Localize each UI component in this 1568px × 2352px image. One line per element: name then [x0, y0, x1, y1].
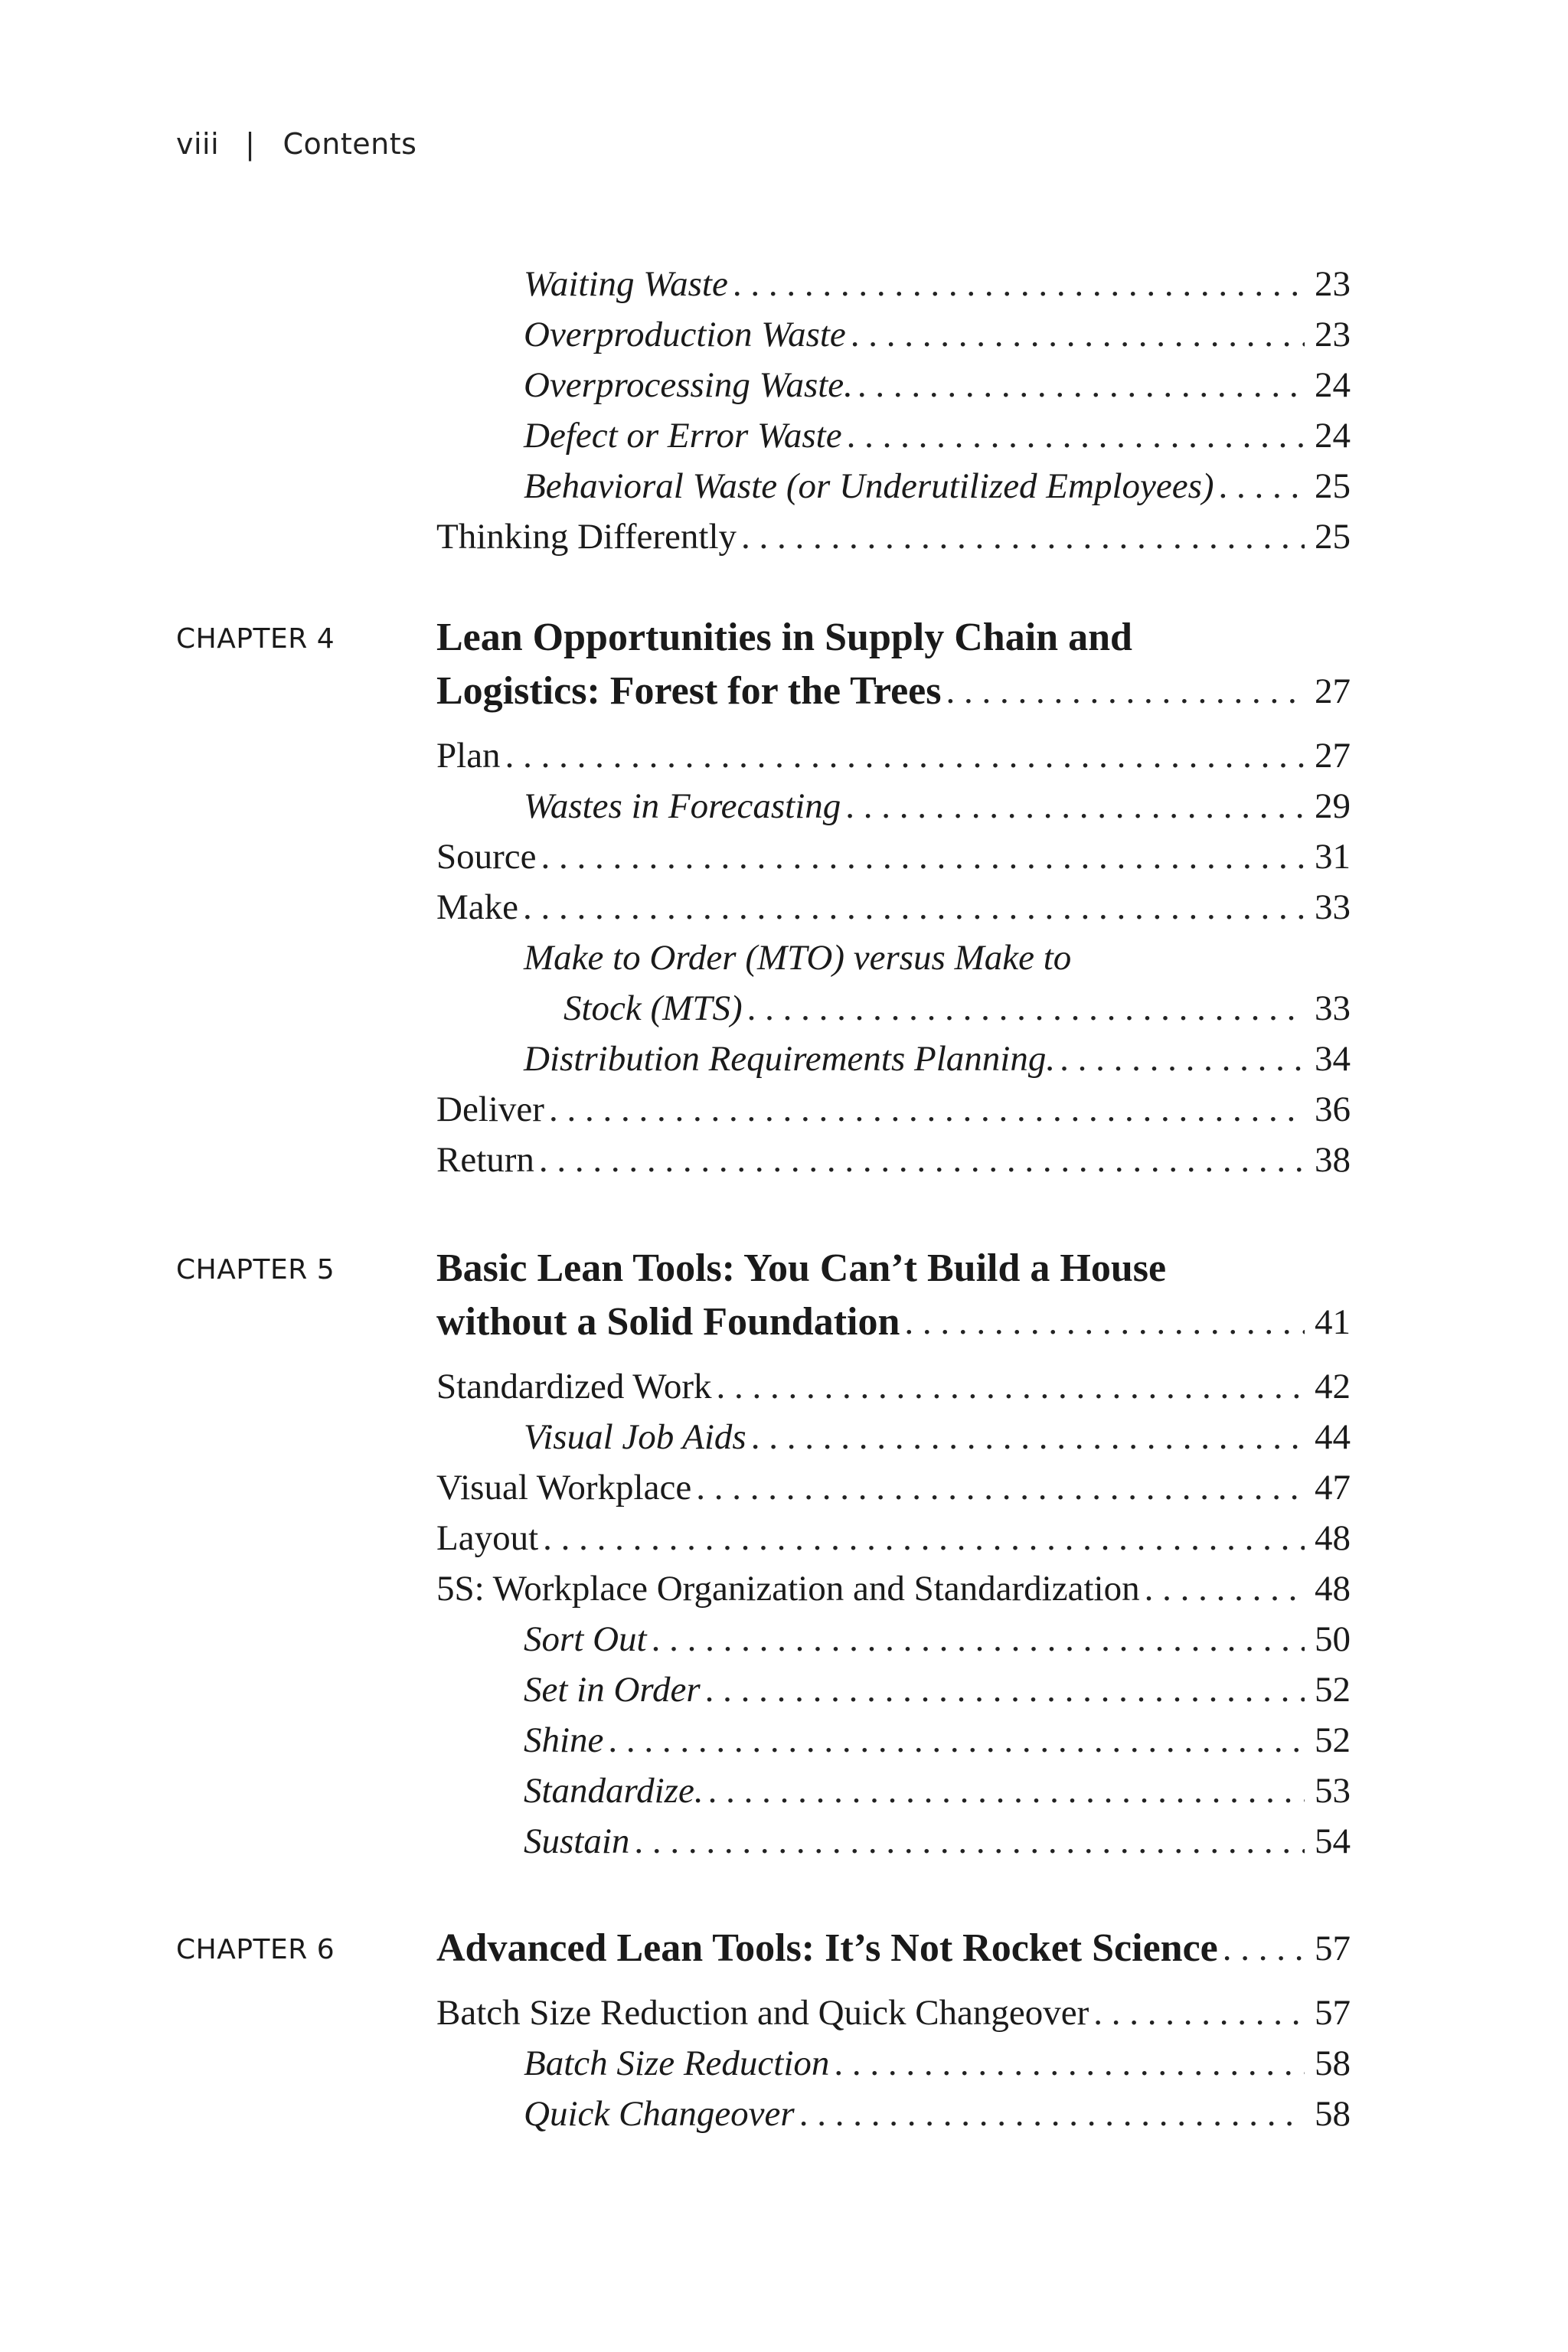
toc-entry[interactable]	[436, 730, 1351, 781]
toc-entry-page: 52	[1315, 1720, 1351, 1760]
chapter-title-line: Advanced Lean Tools: It’s Not Rocket Science	[436, 1926, 1218, 1970]
toc-entry-title: 5S: Workplace Organization and Standardization	[436, 1569, 1140, 1609]
toc-entry[interactable]	[436, 1563, 1351, 1614]
dot-leader	[845, 781, 1305, 831]
toc-entry[interactable]	[524, 309, 1351, 360]
toc-entry-page: 48	[1315, 1518, 1351, 1558]
chapter-title[interactable]: Lean Opportunities in Supply Chain and	[436, 616, 1132, 659]
toc-entry-title: Thinking Differently	[436, 517, 737, 557]
toc-entry-title: Visual Job Aids	[524, 1417, 746, 1457]
toc-entry-title: Standardized Work	[436, 1367, 712, 1406]
chapter-page: 41	[1315, 1302, 1351, 1342]
toc-entry[interactable]	[524, 360, 1351, 410]
toc-entry-title: Source	[436, 837, 537, 877]
toc-entry-title: Shine	[524, 1720, 604, 1760]
dot-leader	[741, 511, 1305, 562]
page-number: viii	[176, 127, 220, 161]
toc-entry[interactable]	[564, 983, 1351, 1034]
toc-entry-title: Return	[436, 1140, 534, 1180]
dot-leader	[851, 309, 1305, 360]
toc-entry-page: 33	[1315, 988, 1351, 1028]
toc-entry-title: Wastes in Forecasting	[524, 786, 841, 826]
toc-entry-title: Make to Order (MTO) versus Make to	[524, 938, 1072, 978]
toc-entry-title: Set in Order	[524, 1670, 701, 1710]
toc-entry-page: 25	[1315, 517, 1351, 557]
toc-entry[interactable]	[524, 2038, 1351, 2089]
chapter-page: 57	[1315, 1929, 1351, 1968]
chapter-title-entry[interactable]	[436, 1923, 1351, 1974]
section-title: Contents	[283, 127, 417, 161]
dot-leader	[541, 831, 1305, 882]
dot-leader	[523, 882, 1305, 933]
dot-leader	[539, 1135, 1305, 1185]
toc-entry[interactable]	[524, 1614, 1351, 1664]
dot-leader	[847, 410, 1305, 461]
chapter-label: CHAPTER 4	[176, 623, 335, 655]
dot-leader	[634, 1816, 1305, 1867]
toc-entry[interactable]	[436, 1513, 1351, 1563]
toc-entry-page: 24	[1315, 365, 1351, 405]
toc-entry-page: 34	[1315, 1039, 1351, 1079]
toc-entry-page: 29	[1315, 786, 1351, 826]
toc-entry-page: 38	[1315, 1140, 1351, 1180]
dot-leader	[708, 1766, 1305, 1816]
toc-entry-title: Defect or Error Waste	[524, 416, 842, 456]
toc-entry-title: Stock (MTS)	[564, 988, 743, 1028]
toc-entry-title: Behavioral Waste (or Underutilized Employees)	[524, 466, 1214, 506]
toc-entry[interactable]	[524, 2089, 1351, 2139]
dot-leader	[747, 983, 1305, 1034]
toc-entry-title: Batch Size Reduction and Quick Changeover	[436, 1993, 1089, 2033]
toc-entry[interactable]	[436, 1462, 1351, 1513]
toc-entry[interactable]	[524, 1766, 1351, 1816]
chapter-title-line: Logistics: Forest for the Trees	[436, 669, 942, 713]
toc-entry-title: Visual Workplace	[436, 1468, 692, 1508]
toc-entry[interactable]	[524, 933, 1351, 983]
toc-entry[interactable]	[436, 1135, 1351, 1185]
toc-entry[interactable]	[524, 1715, 1351, 1766]
dot-leader	[543, 1513, 1305, 1563]
dot-leader	[834, 2038, 1305, 2089]
toc-entry[interactable]	[436, 1988, 1351, 2038]
toc-entry-title: Waiting Waste	[524, 264, 728, 304]
chapter-page: 27	[1315, 671, 1351, 711]
dot-leader	[505, 730, 1305, 781]
dot-leader	[696, 1462, 1305, 1513]
toc-entry-page: 54	[1315, 1821, 1351, 1861]
toc-entry[interactable]	[524, 1816, 1351, 1867]
toc-entry[interactable]	[436, 831, 1351, 882]
toc-entry[interactable]	[436, 1084, 1351, 1135]
header-separator: |	[245, 127, 256, 161]
dot-leader	[608, 1715, 1305, 1766]
toc-entry[interactable]	[524, 1664, 1351, 1715]
dot-leader	[904, 1297, 1305, 1348]
chapter-title-entry[interactable]	[436, 1297, 1351, 1348]
dot-leader	[549, 1084, 1305, 1135]
toc-entry-title: Make	[436, 887, 519, 927]
toc-entry[interactable]	[524, 461, 1351, 511]
toc-entry-page: 36	[1315, 1089, 1351, 1129]
toc-entry[interactable]	[436, 1361, 1351, 1412]
toc-entry-page: 33	[1315, 887, 1351, 927]
toc-entry-page: 58	[1315, 2094, 1351, 2134]
toc-entry-page: 48	[1315, 1569, 1351, 1609]
dot-leader	[858, 360, 1305, 410]
toc-entry-page: 53	[1315, 1771, 1351, 1811]
toc-entry-title: Standardize.	[524, 1771, 704, 1811]
toc-entry-page: 27	[1315, 736, 1351, 776]
dot-leader	[1219, 461, 1305, 511]
chapter-title[interactable]: Basic Lean Tools: You Can’t Build a House	[436, 1246, 1167, 1290]
toc-entry-page: 57	[1315, 1993, 1351, 2033]
toc-entry-title: Overprocessing Waste.	[524, 365, 853, 405]
toc-entry-page: 47	[1315, 1468, 1351, 1508]
toc-entry[interactable]	[524, 1412, 1351, 1462]
toc-entry[interactable]	[436, 882, 1351, 933]
dot-leader	[799, 2089, 1305, 2139]
toc-entry-title: Distribution Requirements Planning.	[524, 1039, 1056, 1079]
dot-leader	[717, 1361, 1305, 1412]
dot-leader	[652, 1614, 1305, 1664]
dot-leader	[1223, 1923, 1305, 1974]
toc-entry-title: Sort Out	[524, 1619, 647, 1659]
toc-entry-page: 25	[1315, 466, 1351, 506]
dot-leader	[733, 259, 1305, 309]
dot-leader	[1093, 1988, 1305, 2038]
toc-entry-title: Plan	[436, 736, 501, 776]
toc-entry-title: Batch Size Reduction	[524, 2043, 830, 2083]
dot-leader	[946, 666, 1305, 717]
toc-entry-page: 24	[1315, 416, 1351, 456]
toc-entry-page: 42	[1315, 1367, 1351, 1406]
toc-entry-title: Quick Changeover	[524, 2094, 795, 2134]
chapter-label: CHAPTER 6	[176, 1934, 335, 1965]
toc-entry-title: Deliver	[436, 1089, 544, 1129]
toc-entry-page: 52	[1315, 1670, 1351, 1710]
toc-entry-title: Sustain	[524, 1821, 630, 1861]
dot-leader	[1060, 1034, 1305, 1084]
toc-entry-page: 23	[1315, 315, 1351, 354]
chapter-title-line: without a Solid Foundation	[436, 1300, 900, 1344]
toc-entry-page: 50	[1315, 1619, 1351, 1659]
toc-entry-title: Layout	[436, 1518, 539, 1558]
toc-entry[interactable]	[524, 1034, 1351, 1084]
toc-entry[interactable]	[524, 410, 1351, 461]
dot-leader	[751, 1412, 1305, 1462]
dot-leader	[1145, 1563, 1305, 1614]
toc-entry-title: Overproduction Waste	[524, 315, 846, 354]
toc-entry[interactable]	[524, 781, 1351, 831]
toc-entry-page: 31	[1315, 837, 1351, 877]
chapter-title-entry[interactable]	[436, 666, 1351, 717]
toc-entry[interactable]	[436, 511, 1351, 562]
chapter-label: CHAPTER 5	[176, 1254, 335, 1285]
toc-entry-page: 44	[1315, 1417, 1351, 1457]
dot-leader	[705, 1664, 1305, 1715]
toc-entry-page: 58	[1315, 2043, 1351, 2083]
toc-entry-page: 23	[1315, 264, 1351, 304]
toc-entry[interactable]	[524, 259, 1351, 309]
